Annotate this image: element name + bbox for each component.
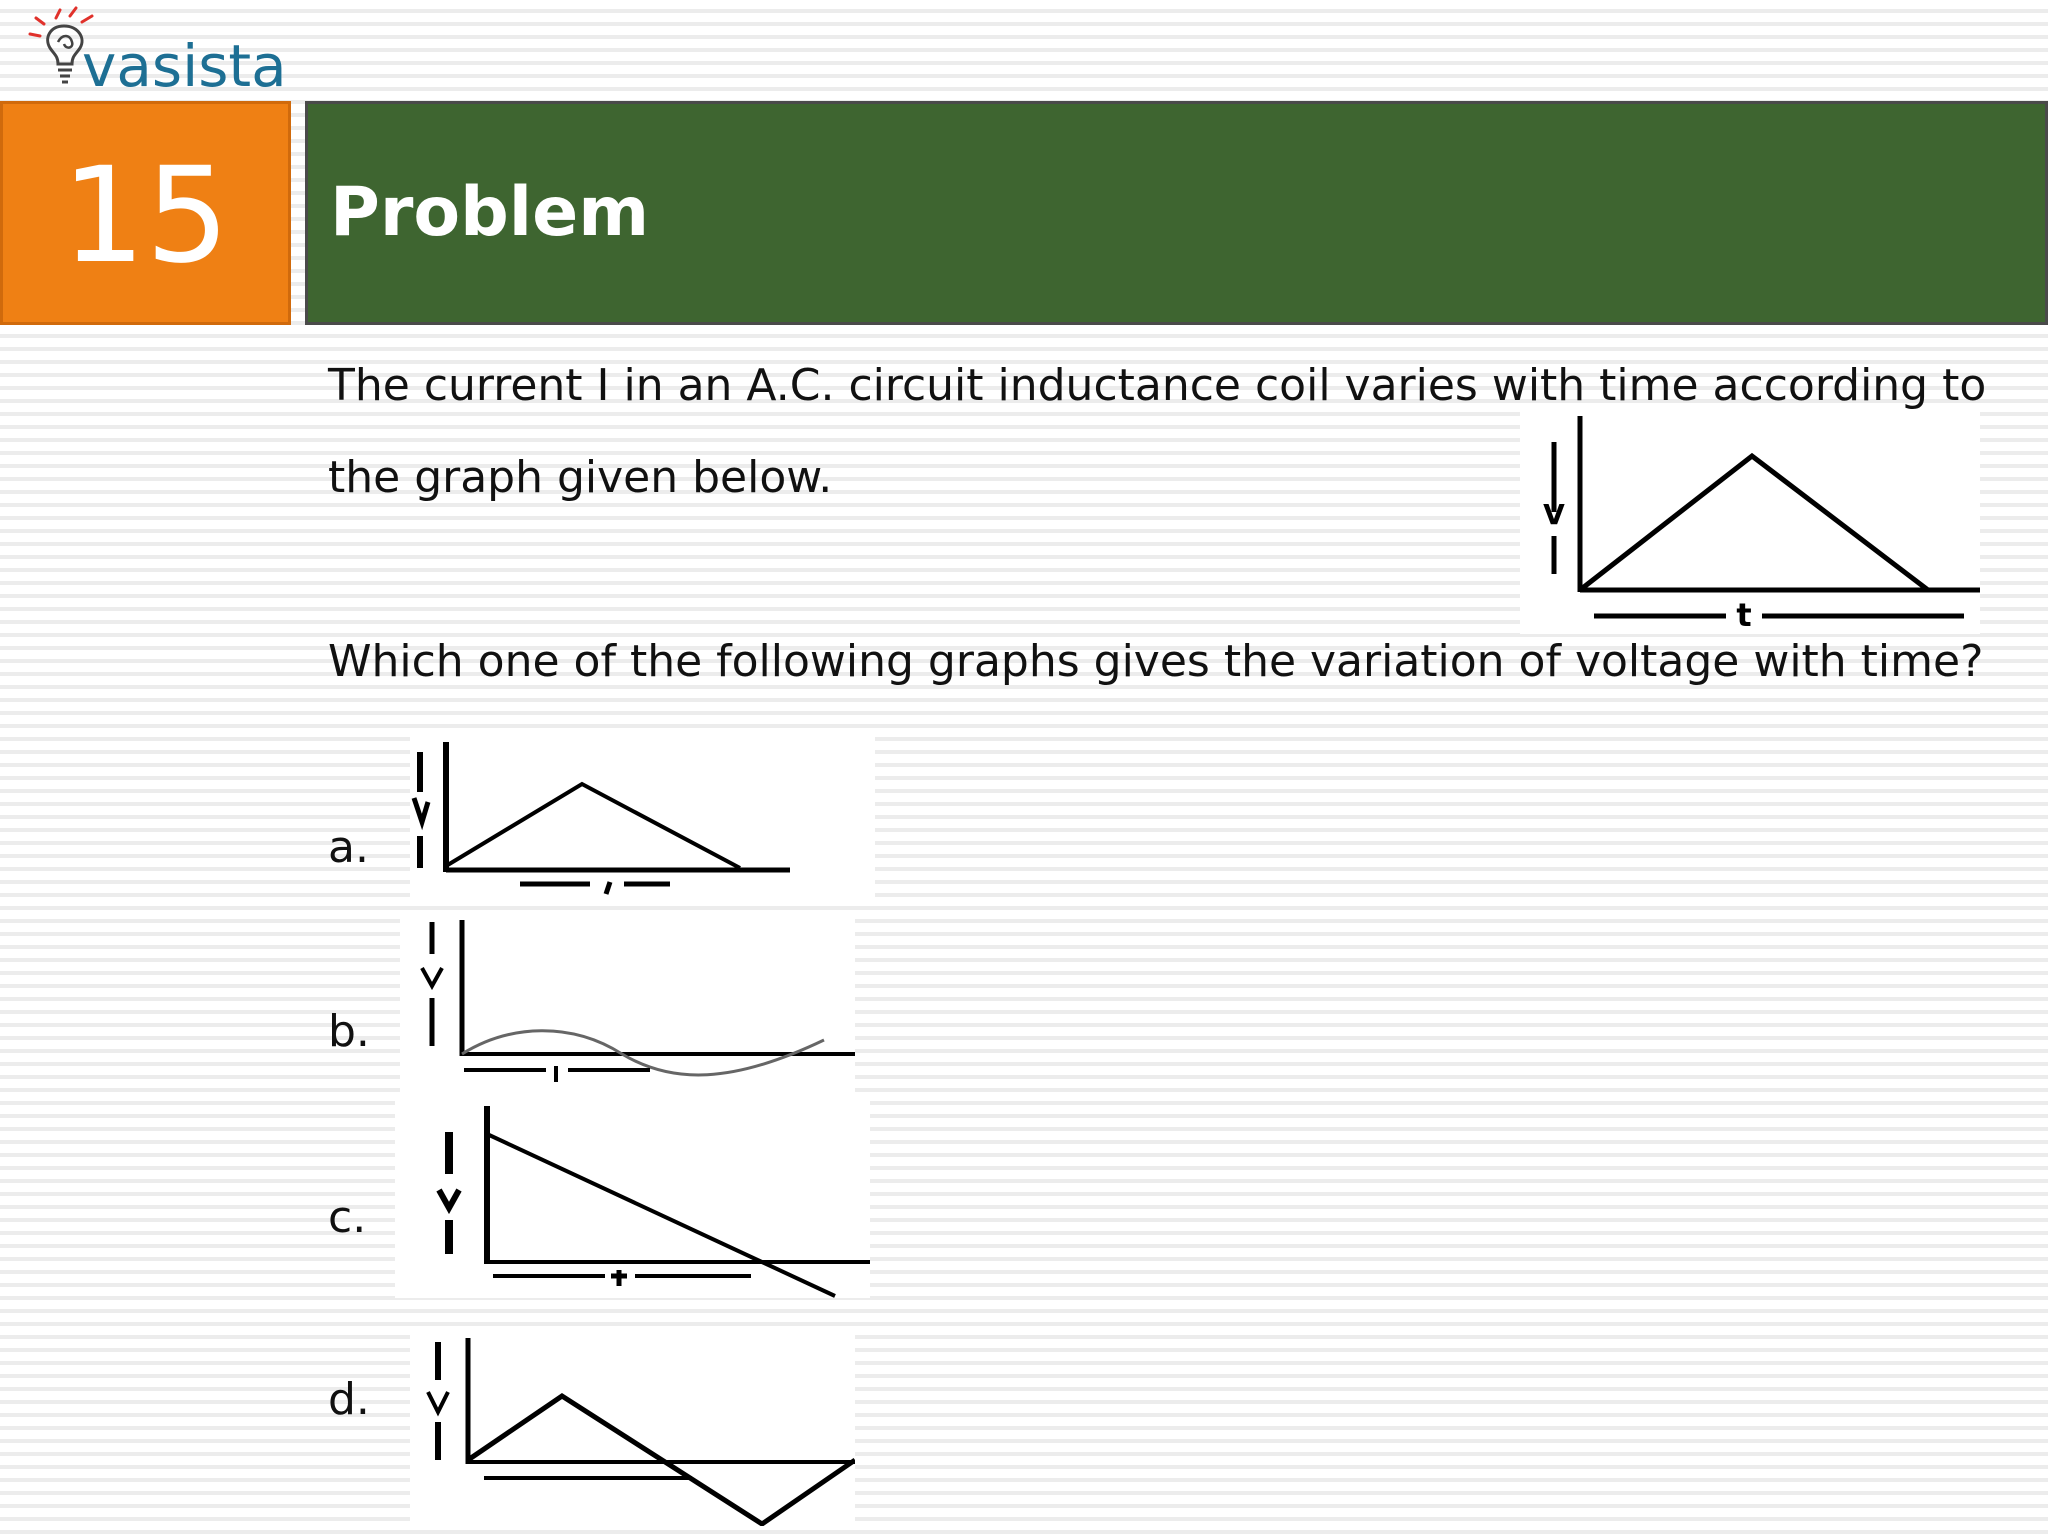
y-axis-label: V <box>1543 498 1565 531</box>
slide-number: 15 <box>0 101 291 325</box>
y-axis-label-glyph <box>428 1392 448 1412</box>
y-axis-label-glyph <box>439 1190 459 1208</box>
triangle-waveform <box>446 784 740 868</box>
question-line-2: the graph given below. <box>328 452 833 503</box>
y-axis-label-glyph <box>414 798 428 822</box>
option-d-label[interactable]: d. <box>328 1374 370 1425</box>
x-axis-label: t <box>1736 596 1752 634</box>
lightbulb-icon <box>20 4 290 96</box>
linear-decreasing-waveform <box>487 1134 835 1296</box>
option-a-graph[interactable] <box>410 732 875 897</box>
option-c-label[interactable]: c. <box>328 1192 367 1243</box>
given-current-graph <box>1520 412 1980 634</box>
option-b-label[interactable]: b. <box>328 1006 370 1057</box>
x-axis-label-glyph <box>611 1270 627 1286</box>
page-title: Problem <box>330 173 650 252</box>
question-line-3: Which one of the following graphs gives the variation of voltage with time? <box>328 636 1984 687</box>
option-d-graph[interactable] <box>410 1330 855 1526</box>
question-line-1: The current I in an A.C. circuit inductance coil varies with time according to <box>328 360 1987 411</box>
option-b-graph[interactable] <box>400 910 855 1100</box>
title-bar <box>305 101 2048 325</box>
option-a-label[interactable]: a. <box>328 822 369 873</box>
option-c-graph[interactable] <box>395 1098 870 1298</box>
triangle-waveform <box>1580 456 1928 590</box>
y-axis-label-glyph <box>422 968 442 986</box>
vasista-logo <box>20 4 290 96</box>
x-axis-label-glyph <box>606 882 610 894</box>
logo-text: vasista <box>82 32 287 96</box>
